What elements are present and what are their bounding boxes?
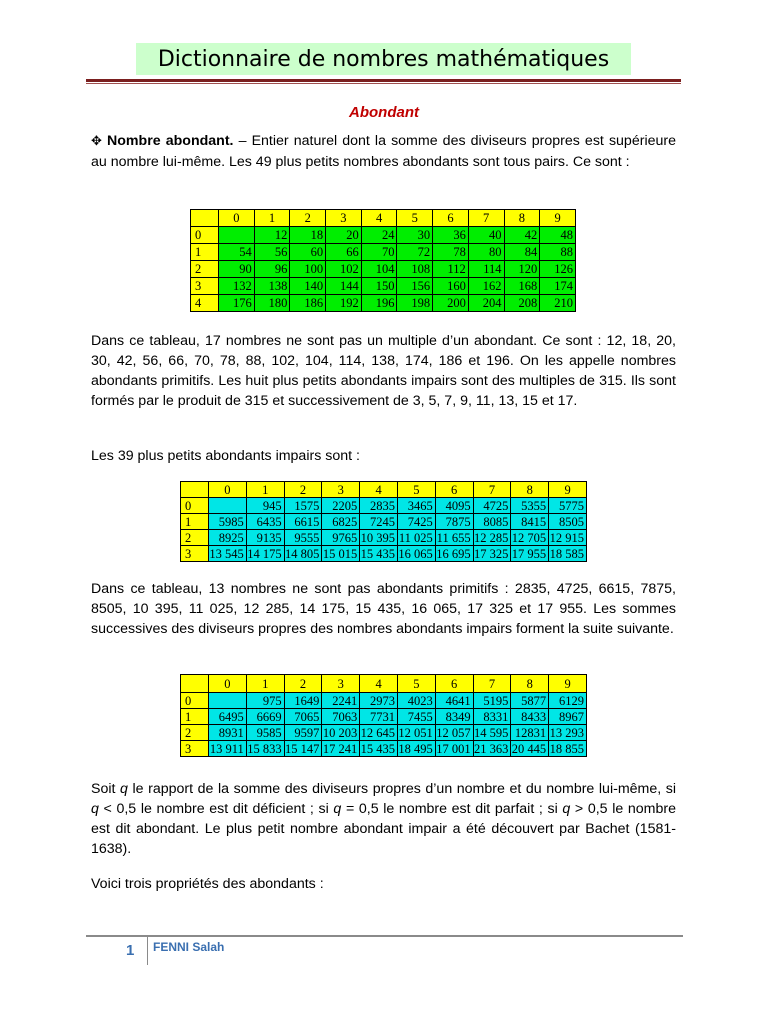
row-header: 3 — [181, 546, 209, 562]
table-cell: 17 241 — [322, 741, 360, 757]
table-cell: 20 — [326, 227, 362, 244]
table-row — [181, 741, 587, 757]
table-cell: 5775 — [549, 498, 587, 514]
table-cell: 7245 — [360, 514, 398, 530]
table-cell: 7731 — [360, 709, 398, 725]
page-title: Dictionnaire de nombres mathématiques — [157, 46, 610, 72]
column-header: 7 — [473, 482, 511, 498]
table-cell: 20 445 — [511, 741, 549, 757]
column-header: 1 — [246, 675, 284, 693]
table-cell: 8433 — [511, 709, 549, 725]
table-cell: 114 — [468, 261, 504, 278]
table-row — [181, 498, 587, 514]
table-cell: 16 065 — [397, 546, 435, 562]
column-header: 3 — [322, 482, 360, 498]
table-cell: 54 — [219, 244, 255, 261]
table-cell: 2973 — [360, 693, 398, 709]
table-row — [181, 546, 587, 562]
table-cell: 8415 — [511, 514, 549, 530]
column-header: 0 — [209, 675, 247, 693]
table-cell: 208 — [504, 295, 540, 312]
table-cell: 200 — [433, 295, 469, 312]
table-cell: 138 — [254, 278, 290, 295]
row-header: 2 — [181, 530, 209, 546]
table-cell: 18 495 — [397, 741, 435, 757]
table-cell: 14 175 — [246, 546, 284, 562]
section-title: Abondant — [349, 104, 419, 121]
table-cell: 176 — [219, 295, 255, 312]
table-cell: 15 015 — [322, 546, 360, 562]
page-number: 1 — [126, 942, 135, 959]
odd-abundant-table — [180, 481, 587, 562]
table-cell: 30 — [397, 227, 433, 244]
row-header: 1 — [181, 709, 209, 725]
table-cell: 15 435 — [360, 741, 398, 757]
table-cell: 6435 — [246, 514, 284, 530]
table-cell: 12 645 — [360, 725, 398, 741]
table-row — [181, 530, 587, 546]
table-cell: 1575 — [284, 498, 322, 514]
table-cell: 78 — [433, 244, 469, 261]
table-cell: 4095 — [435, 498, 473, 514]
table-cell: 6615 — [284, 514, 322, 530]
table-cell: 48 — [540, 227, 576, 244]
table-cell: 72 — [397, 244, 433, 261]
table-cell: 150 — [361, 278, 397, 295]
table-cell: 13 545 — [209, 546, 247, 562]
table-cell: 2205 — [322, 498, 360, 514]
table-cell: 7063 — [322, 709, 360, 725]
table-cell: 12 285 — [473, 530, 511, 546]
table-cell: 17 001 — [435, 741, 473, 757]
table-cell: 90 — [219, 261, 255, 278]
column-header: 3 — [326, 210, 362, 227]
table-cell: 9765 — [322, 530, 360, 546]
table-cell: 8931 — [209, 725, 247, 741]
row-header: 1 — [181, 514, 209, 530]
author-name: FENNI Salah — [153, 940, 225, 954]
table-cell: 15 833 — [246, 741, 284, 757]
table-cell: 192 — [326, 295, 362, 312]
table-cell: 2241 — [322, 693, 360, 709]
table-cell: 42 — [504, 227, 540, 244]
table-cell: 7065 — [284, 709, 322, 725]
table-cell: 102 — [326, 261, 362, 278]
divisor-sum-table — [180, 674, 587, 757]
header-rule-thin — [86, 83, 681, 84]
table-cell: 66 — [326, 244, 362, 261]
table-cell: 60 — [290, 244, 326, 261]
table-cell: 15 147 — [284, 741, 322, 757]
table-row — [181, 693, 587, 709]
table-cell: 8505 — [549, 514, 587, 530]
row-header: 0 — [181, 693, 209, 709]
table-cell: 12 057 — [435, 725, 473, 741]
table-cell: 11 025 — [397, 530, 435, 546]
table-cell: 126 — [540, 261, 576, 278]
column-header: 6 — [435, 482, 473, 498]
column-header: 2 — [284, 482, 322, 498]
table-cell: 96 — [254, 261, 290, 278]
table-cell: 17 955 — [511, 546, 549, 562]
table-cell: 7425 — [397, 514, 435, 530]
table-cell: 12831 — [511, 725, 549, 741]
column-header: 8 — [511, 482, 549, 498]
column-header: 5 — [397, 675, 435, 693]
table-cell: 4725 — [473, 498, 511, 514]
header-title-box — [136, 43, 631, 75]
table-cell: 6825 — [322, 514, 360, 530]
column-header: 7 — [473, 675, 511, 693]
table-cell: 162 — [468, 278, 504, 295]
footer-divider — [147, 937, 148, 965]
paragraph-properties: Voici trois propriétés des abondants : — [91, 876, 324, 892]
table-cell: 40 — [468, 227, 504, 244]
row-header: 2 — [191, 261, 219, 278]
table-cell: 8331 — [473, 709, 511, 725]
table-cell: 9597 — [284, 725, 322, 741]
table-cell: 198 — [397, 295, 433, 312]
table-cell — [209, 498, 247, 514]
table-row — [181, 709, 587, 725]
table-cell: 36 — [433, 227, 469, 244]
table-cell: 88 — [540, 244, 576, 261]
table-cell: 204 — [468, 295, 504, 312]
table-header-row — [181, 482, 587, 498]
table-row — [181, 725, 587, 741]
table-cell: 6129 — [549, 693, 587, 709]
table-cell: 112 — [433, 261, 469, 278]
row-header: 0 — [181, 498, 209, 514]
table-cell: 10 203 — [322, 725, 360, 741]
table-header-row — [181, 675, 587, 693]
column-header: 4 — [360, 482, 398, 498]
table-cell: 100 — [290, 261, 326, 278]
table-corner-cell — [181, 675, 209, 693]
column-header: 2 — [284, 675, 322, 693]
table-cell: 8925 — [209, 530, 247, 546]
table-cell: 9555 — [284, 530, 322, 546]
table-cell: 3465 — [397, 498, 435, 514]
table-cell: 13 911 — [209, 741, 247, 757]
table-cell: 120 — [504, 261, 540, 278]
column-header: 4 — [361, 210, 397, 227]
column-header: 4 — [360, 675, 398, 693]
table-row — [191, 295, 576, 312]
table-cell: 945 — [246, 498, 284, 514]
table-cell: 156 — [397, 278, 433, 295]
table-cell: 12 051 — [397, 725, 435, 741]
column-header: 8 — [511, 675, 549, 693]
row-header: 0 — [191, 227, 219, 244]
table-cell: 6495 — [209, 709, 247, 725]
table-header-row — [191, 210, 576, 227]
table-cell: 1649 — [284, 693, 322, 709]
table-cell: 975 — [246, 693, 284, 709]
table-cell: 2835 — [360, 498, 398, 514]
abundant-numbers-table — [190, 209, 576, 312]
table-cell: 144 — [326, 278, 362, 295]
table-cell — [209, 693, 247, 709]
table-cell: 4023 — [397, 693, 435, 709]
table-cell: 10 395 — [360, 530, 398, 546]
table-cell: 12 705 — [511, 530, 549, 546]
table-cell: 24 — [361, 227, 397, 244]
table-cell: 15 435 — [360, 546, 398, 562]
table-cell: 5985 — [209, 514, 247, 530]
column-header: 6 — [433, 210, 469, 227]
table-row — [191, 227, 576, 244]
table-cell: 180 — [254, 295, 290, 312]
table-cell: 70 — [361, 244, 397, 261]
table-cell: 8085 — [473, 514, 511, 530]
table-cell: 4641 — [435, 693, 473, 709]
table-cell: 186 — [290, 295, 326, 312]
table-cell: 104 — [361, 261, 397, 278]
term-label: Nombre abondant. — [107, 133, 234, 149]
paragraph-odd-intro: Les 39 plus petits abondants impairs sont : — [91, 448, 360, 464]
table-cell: 174 — [540, 278, 576, 295]
table-cell: 9135 — [246, 530, 284, 546]
column-header: 0 — [209, 482, 247, 498]
column-header: 0 — [219, 210, 255, 227]
table-cell: 18 855 — [549, 741, 587, 757]
table-cell: 8967 — [549, 709, 587, 725]
footer-rule — [86, 935, 683, 937]
table-cell: 132 — [219, 278, 255, 295]
table-cell: 17 325 — [473, 546, 511, 562]
column-header: 5 — [397, 210, 433, 227]
table-row — [181, 514, 587, 530]
table-cell: 21 363 — [473, 741, 511, 757]
table-cell: 9585 — [246, 725, 284, 741]
table-cell: 14 595 — [473, 725, 511, 741]
column-header: 7 — [468, 210, 504, 227]
bullet-symbol-icon: ✥ — [91, 134, 102, 149]
paragraph-ratio: Soit q le rapport de la somme des diviseurs propres d’un nombre et du nombre lui-même, si q < 0,5 le nombre est dit déficient ; si q = 0,5 le nombre est dit parfait ; si q > 0,5 le nombre est dit abondant. Le plus petit nombre abondant impair a été découvert par Bachet (1581-1638). — [91, 781, 676, 857]
row-header: 3 — [181, 741, 209, 757]
definition-paragraph — [91, 131, 676, 172]
column-header: 1 — [246, 482, 284, 498]
table-row — [191, 278, 576, 295]
row-header: 3 — [191, 278, 219, 295]
table-cell: 108 — [397, 261, 433, 278]
table-corner-cell — [191, 210, 219, 227]
table-corner-cell — [181, 482, 209, 498]
table-cell: 7455 — [397, 709, 435, 725]
table-cell: 84 — [504, 244, 540, 261]
table-cell: 140 — [290, 278, 326, 295]
table-cell — [219, 227, 255, 244]
table-cell: 5195 — [473, 693, 511, 709]
column-header: 5 — [397, 482, 435, 498]
header-rule — [86, 79, 681, 82]
column-header: 2 — [290, 210, 326, 227]
column-header: 1 — [254, 210, 290, 227]
table-cell: 8349 — [435, 709, 473, 725]
table-cell: 5355 — [511, 498, 549, 514]
definition-text: – Entier naturel dont la somme des diviseurs propres est supérieure au nombre lui-même. Les 49 plus petits nombres abondants sont tous pairs. Ce sont : — [91, 133, 676, 170]
table-cell: 5877 — [511, 693, 549, 709]
column-header: 9 — [540, 210, 576, 227]
column-header: 3 — [322, 675, 360, 693]
column-header: 9 — [549, 675, 587, 693]
table-cell: 18 585 — [549, 546, 587, 562]
row-header: 4 — [191, 295, 219, 312]
column-header: 8 — [504, 210, 540, 227]
table-cell: 18 — [290, 227, 326, 244]
table-cell: 14 805 — [284, 546, 322, 562]
table-cell: 16 695 — [435, 546, 473, 562]
table-cell: 80 — [468, 244, 504, 261]
paragraph-non-primitive: Dans ce tableau, 13 nombres ne sont pas abondants primitifs : 2835, 4725, 6615, 7875, 8505, 10 395, 11 025, 12 285, 14 175, 15 435, 16 065, 17 325 et 17 955. Les sommes successives des diviseurs propres des nombres abondants impairs forment la suite suivante. — [91, 581, 676, 637]
table-cell: 12 — [254, 227, 290, 244]
table-cell: 12 915 — [549, 530, 587, 546]
table-cell: 13 293 — [549, 725, 587, 741]
column-header: 9 — [549, 482, 587, 498]
table-cell: 196 — [361, 295, 397, 312]
table-cell: 56 — [254, 244, 290, 261]
row-header: 2 — [181, 725, 209, 741]
table-row — [191, 244, 576, 261]
column-header: 6 — [435, 675, 473, 693]
row-header: 1 — [191, 244, 219, 261]
table-cell: 160 — [433, 278, 469, 295]
table-row — [191, 261, 576, 278]
table-cell: 210 — [540, 295, 576, 312]
table-cell: 11 655 — [435, 530, 473, 546]
table-cell: 7875 — [435, 514, 473, 530]
table-cell: 6669 — [246, 709, 284, 725]
paragraph-primitive: Dans ce tableau, 17 nombres ne sont pas un multiple d’un abondant. Ce sont : 12, 18, 20, 30, 42, 56, 66, 70, 78, 88, 102, 104, 114, 138, 174, 186 et 196. On les appelle nombres abondants primitifs. Les huit plus petits abondants impairs sont des multiples de 315. Ils sont formés par le produit de 315 et successivement de 3, 5, 7, 9, 11, 13, 15 et 17. — [91, 333, 676, 409]
table-cell: 168 — [504, 278, 540, 295]
